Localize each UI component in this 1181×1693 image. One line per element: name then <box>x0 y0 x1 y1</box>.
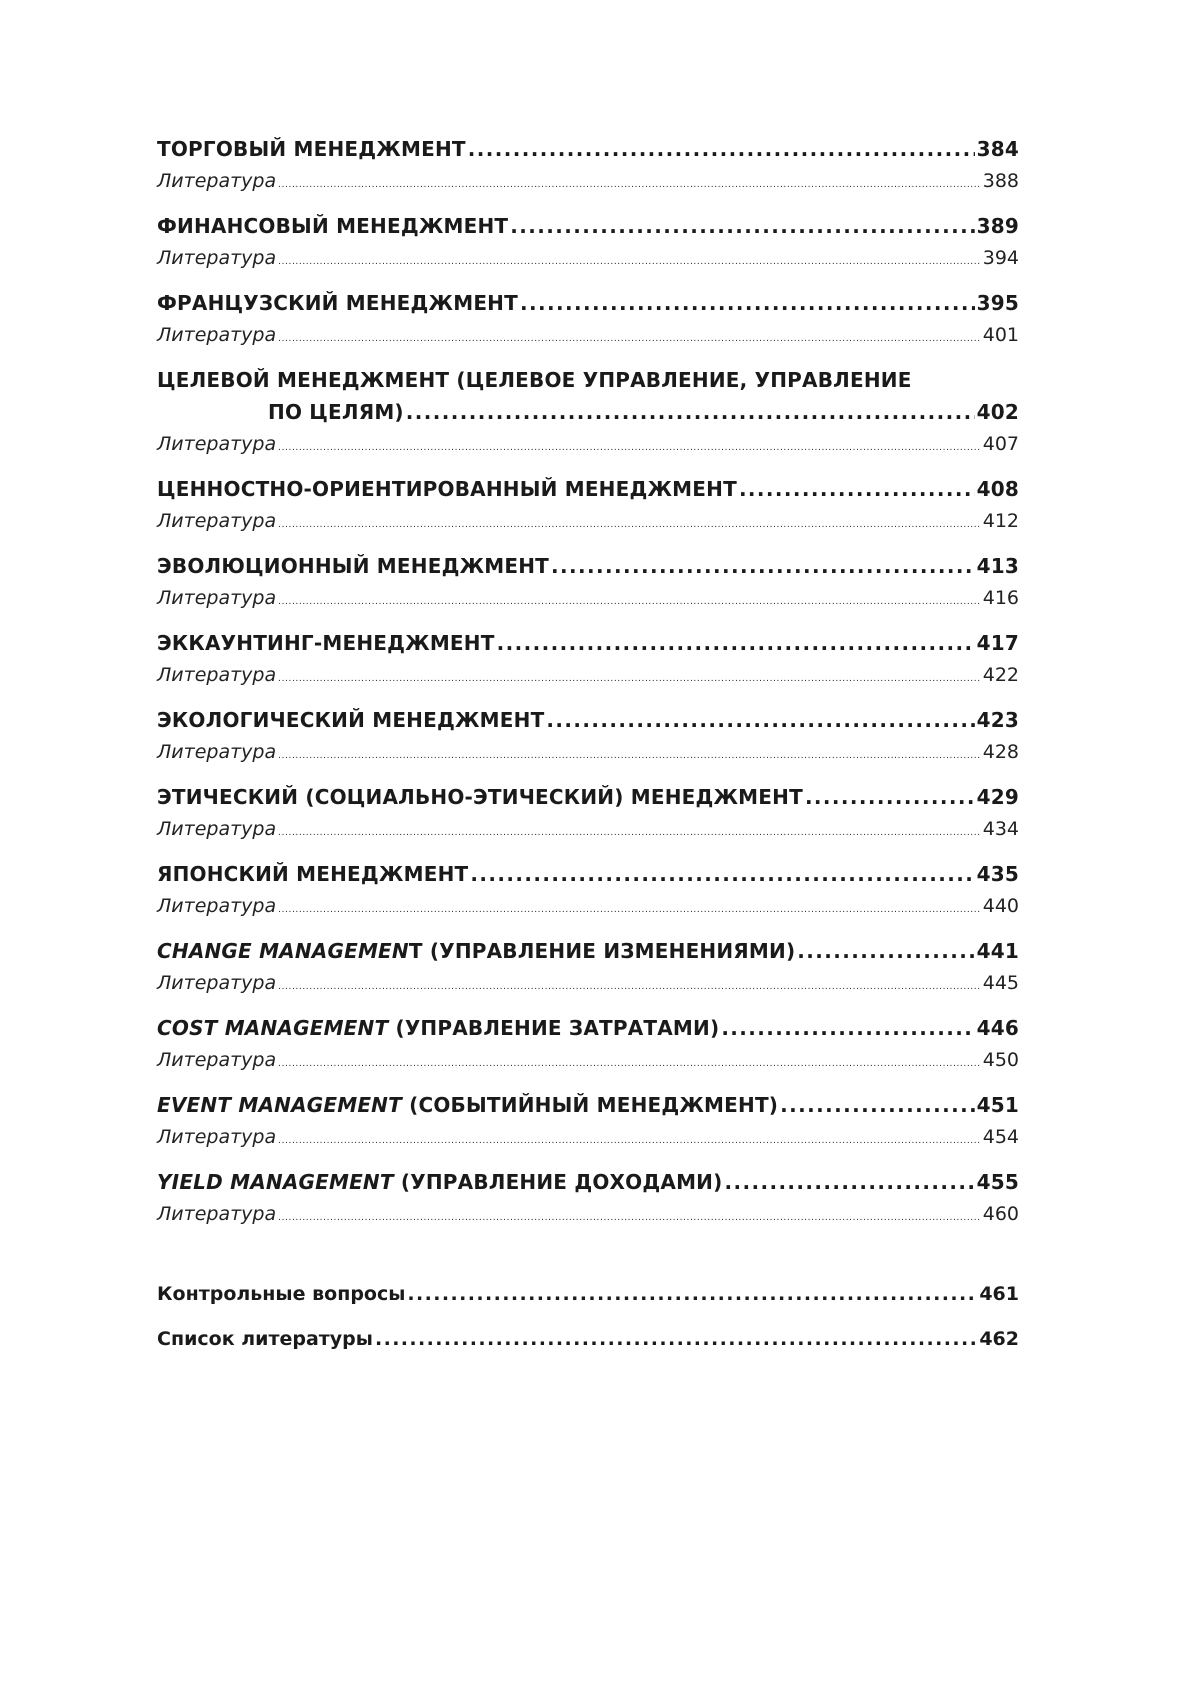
dot-leader <box>278 323 981 355</box>
toc-entry <box>157 704 1019 768</box>
toc-literature-line[interactable] <box>157 967 1019 999</box>
chapter-page: 423 <box>976 708 1019 732</box>
dot-leader <box>805 781 975 813</box>
chapter-page: 455 <box>976 1170 1019 1194</box>
chapter-page: 451 <box>976 1093 1019 1117</box>
dot-leader <box>278 586 981 618</box>
chapter-title-english: CHANGE MANAGEMEN <box>157 939 409 963</box>
literature-page: 440 <box>982 895 1019 917</box>
chapter-title-russian: (УПРАВЛЕНИЕ ДОХОДАМИ) <box>393 1170 723 1194</box>
chapter-title: ЭККАУНТИНГ-МЕНЕДЖМЕНТ <box>157 631 495 655</box>
toc-entry <box>157 473 1019 537</box>
literature-page: 434 <box>982 818 1019 840</box>
chapter-title-line2: ПО ЦЕЛЯМ) <box>268 400 404 424</box>
chapter-title: ЭВОЛЮЦИОННЫЙ МЕНЕДЖМЕНТ <box>157 554 550 578</box>
toc-chapter-line[interactable] <box>157 858 1019 890</box>
literature-page: 445 <box>982 972 1019 994</box>
literature-page: 454 <box>982 1126 1019 1148</box>
chapter-title: ФИНАНСОВЫЙ МЕНЕДЖМЕНТ <box>157 214 509 238</box>
chapter-title-russian: T (УПРАВЛЕНИЕ ИЗМЕНЕНИЯМИ) <box>408 939 796 963</box>
chapter-title: ФРАНЦУЗСКИЙ МЕНЕДЖМЕНТ <box>157 291 518 315</box>
dot-leader <box>406 396 975 428</box>
dot-leader <box>739 473 975 505</box>
toc-literature-line[interactable] <box>157 505 1019 537</box>
chapter-title: ТОРГОВЫЙ МЕНЕДЖМЕНТ <box>157 137 466 161</box>
literature-page: 416 <box>982 587 1019 609</box>
literature-label: Литература <box>157 1126 277 1148</box>
dot-leader <box>724 1166 974 1198</box>
literature-page: 394 <box>982 247 1019 269</box>
chapter-title: ЭТИЧЕСКИЙ (СОЦИАЛЬНО-ЭТИЧЕСКИЙ) МЕНЕДЖМЕНТ <box>157 785 803 809</box>
literature-label: Литература <box>157 170 277 192</box>
literature-page: 401 <box>982 324 1019 346</box>
dot-leader <box>497 627 975 659</box>
dot-leader <box>278 1202 981 1234</box>
toc-chapter-line[interactable] <box>157 627 1019 659</box>
literature-page: 412 <box>982 510 1019 532</box>
dot-leader <box>520 287 975 319</box>
chapter-title <box>157 1012 719 1044</box>
chapter-title: ЯПОНСКИЙ МЕНЕДЖМЕНТ <box>157 862 469 886</box>
dot-leader <box>278 663 981 695</box>
toc-closing-section <box>157 1278 1019 1355</box>
toc-chapter-line[interactable] <box>157 935 1019 967</box>
closing-title: Список литературы <box>157 1328 373 1350</box>
toc-entry <box>157 1166 1019 1230</box>
toc-entry <box>157 210 1019 274</box>
toc-literature-line[interactable] <box>157 890 1019 922</box>
toc-literature-line[interactable] <box>157 428 1019 460</box>
toc-entry <box>157 550 1019 614</box>
chapter-title-english: EVENT MANAGEMENT <box>157 1093 402 1117</box>
toc-entry <box>157 133 1019 197</box>
literature-label: Литература <box>157 895 277 917</box>
dot-leader <box>510 210 974 242</box>
chapter-title: ЦЕННОСТНО-ОРИЕНТИРОВАННЫЙ МЕНЕДЖМЕНТ <box>157 477 737 501</box>
dot-leader <box>470 858 974 890</box>
toc-entry <box>157 287 1019 351</box>
toc-literature-line[interactable] <box>157 813 1019 845</box>
chapter-page: 446 <box>976 1016 1019 1040</box>
closing-title: Контрольные вопросы <box>157 1283 406 1305</box>
dot-leader <box>780 1089 974 1121</box>
toc-chapter-line[interactable] <box>157 781 1019 813</box>
dot-leader <box>278 432 981 464</box>
toc-chapter-line[interactable] <box>157 133 1019 165</box>
toc-literature-line[interactable] <box>157 1044 1019 1076</box>
dot-leader <box>721 1012 974 1044</box>
toc-chapter-line[interactable] <box>157 473 1019 505</box>
closing-page: 462 <box>979 1328 1019 1350</box>
toc-chapter-line[interactable] <box>157 287 1019 319</box>
toc-entry <box>157 1089 1019 1153</box>
toc-review-questions-line[interactable] <box>157 1278 1019 1310</box>
toc-chapter-line[interactable] <box>157 1166 1019 1198</box>
dot-leader <box>278 169 981 201</box>
dot-leader <box>278 246 981 278</box>
chapter-page: 417 <box>976 631 1019 655</box>
chapter-title-english: COST MANAGEMENT <box>157 1016 389 1040</box>
literature-page: 422 <box>982 664 1019 686</box>
chapter-title-line1[interactable]: ЦЕЛЕВОЙ МЕНЕДЖМЕНТ (ЦЕЛЕВОЕ УПРАВЛЕНИЕ, УПРАВЛЕНИЕ <box>157 368 912 392</box>
literature-page: 407 <box>982 433 1019 455</box>
toc-chapter-line[interactable] <box>157 210 1019 242</box>
toc-entry <box>157 935 1019 999</box>
dot-leader <box>551 550 975 582</box>
toc-entry <box>157 781 1019 845</box>
toc-literature-line[interactable] <box>157 736 1019 768</box>
literature-label: Литература <box>157 972 277 994</box>
literature-label: Литература <box>157 664 277 686</box>
chapter-title <box>157 1166 722 1198</box>
dot-leader <box>278 971 981 1003</box>
literature-label: Литература <box>157 587 277 609</box>
chapter-page: 402 <box>976 400 1019 424</box>
literature-page: 388 <box>982 170 1019 192</box>
toc-literature-line[interactable] <box>157 242 1019 274</box>
dot-leader <box>375 1323 977 1355</box>
literature-label: Литература <box>157 247 277 269</box>
dot-leader <box>546 704 974 736</box>
toc-literature-line[interactable] <box>157 659 1019 691</box>
chapter-page: 429 <box>976 785 1019 809</box>
chapter-title-russian: (УПРАВЛЕНИЕ ЗАТРАТАМИ) <box>388 1016 720 1040</box>
chapter-page: 389 <box>976 214 1019 238</box>
chapter-title: ЭКОЛОГИЧЕСКИЙ МЕНЕДЖМЕНТ <box>157 708 545 732</box>
chapter-page: 441 <box>976 939 1019 963</box>
toc-entry <box>157 364 1019 460</box>
dot-leader <box>278 740 981 772</box>
literature-label: Литература <box>157 510 277 532</box>
toc-chapter-line[interactable] <box>157 1089 1019 1121</box>
literature-page: 450 <box>982 1049 1019 1071</box>
chapter-title <box>157 935 795 967</box>
toc-bibliography-line[interactable] <box>157 1323 1019 1355</box>
chapter-page: 408 <box>976 477 1019 501</box>
table-of-contents <box>157 133 1019 1368</box>
dot-leader <box>278 509 981 541</box>
closing-page: 461 <box>979 1283 1019 1305</box>
literature-label: Литература <box>157 741 277 763</box>
chapter-title-english: YIELD MANAGEMENT <box>157 1170 394 1194</box>
literature-label: Литература <box>157 1203 277 1225</box>
chapter-title <box>157 1089 778 1121</box>
dot-leader <box>797 935 974 967</box>
toc-literature-line[interactable] <box>157 582 1019 614</box>
toc-literature-line[interactable] <box>157 165 1019 197</box>
toc-chapter-line[interactable] <box>157 1012 1019 1044</box>
literature-label: Литература <box>157 324 277 346</box>
literature-label: Литература <box>157 818 277 840</box>
literature-page: 460 <box>982 1203 1019 1225</box>
chapter-page: 413 <box>976 554 1019 578</box>
chapter-page: 435 <box>976 862 1019 886</box>
dot-leader <box>278 894 981 926</box>
dot-leader <box>407 1278 977 1310</box>
dot-leader <box>278 1048 981 1080</box>
toc-chapter-line[interactable] <box>157 704 1019 736</box>
toc-entry <box>157 1012 1019 1076</box>
dot-leader <box>278 817 981 849</box>
toc-chapter-line[interactable] <box>157 550 1019 582</box>
chapter-page: 395 <box>976 291 1019 315</box>
chapter-title-russian: (СОБЫТИЙНЫЙ МЕНЕДЖМЕНТ) <box>401 1093 779 1117</box>
literature-label: Литература <box>157 433 277 455</box>
toc-literature-line[interactable] <box>157 319 1019 351</box>
toc-literature-line[interactable] <box>157 1198 1019 1230</box>
toc-entry <box>157 858 1019 922</box>
literature-label: Литература <box>157 1049 277 1071</box>
dot-leader <box>468 133 975 165</box>
dot-leader <box>278 1125 981 1157</box>
toc-entry <box>157 627 1019 691</box>
literature-page: 428 <box>982 741 1019 763</box>
chapter-page: 384 <box>976 137 1019 161</box>
toc-literature-line[interactable] <box>157 1121 1019 1153</box>
toc-chapter-line[interactable] <box>157 396 1019 428</box>
